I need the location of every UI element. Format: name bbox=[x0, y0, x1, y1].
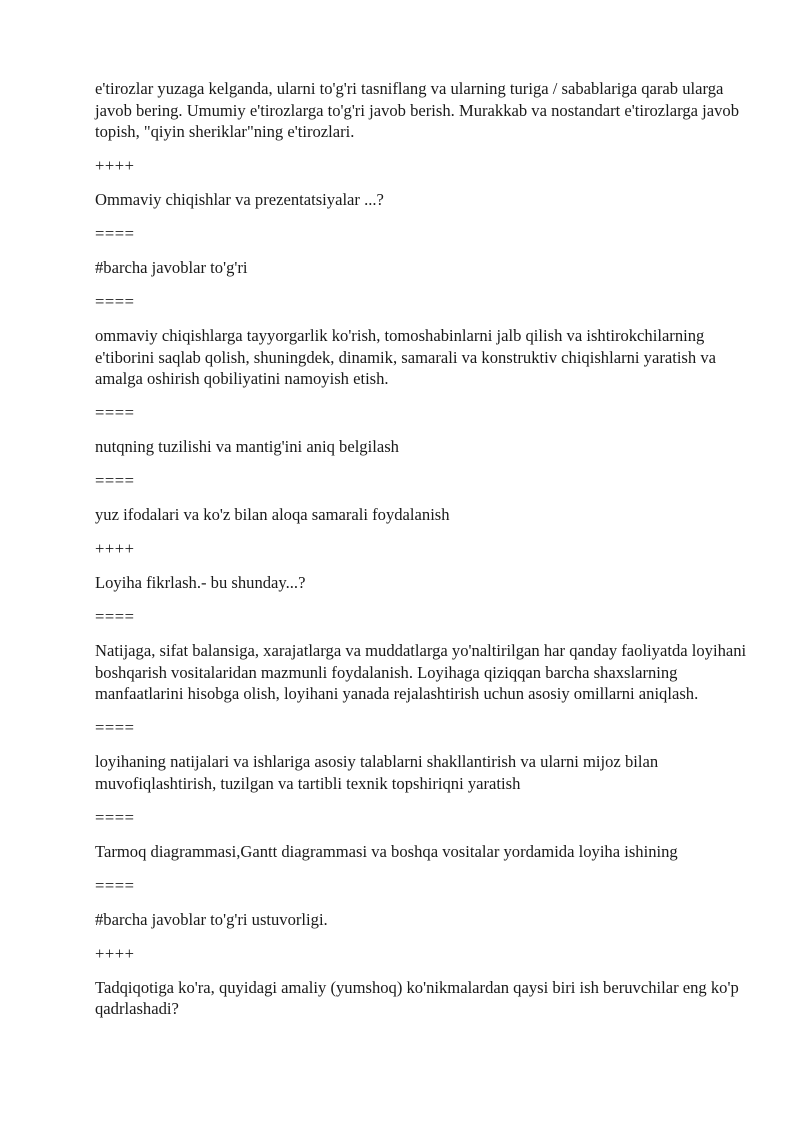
question-separator: ++++ bbox=[95, 156, 135, 175]
answer-text: #barcha javoblar to'g'ri bbox=[95, 258, 248, 277]
answer-separator: ==== bbox=[95, 403, 135, 422]
answer-text: #barcha javoblar to'g'ri ustuvorligi. bbox=[95, 909, 328, 929]
answer-text: loyihaning natijalari va ishlariga asosiy talablarni shakllantirish va ularni mijoz bilan muvofiqlashtirish, tuzilgan va tartibli texnik topshiriqni yaratish bbox=[95, 752, 659, 793]
answer-text: Natijaga, sifat balansiga, xarajatlarga va muddatlarga yo'naltirilgan har qanday faoliyatda loyihani boshqarish vositalaridan mazmunli foydalanish. Loyihaga qiziqqan barcha shaxslarning manfaatlarini hisobga olish, loyihani yanada rejalashtirish uchun asosiy omillarni aniqlash. bbox=[95, 641, 747, 703]
answer-text: ommaviy chiqishlarga tayyorgarlik ko'rish, tomoshabinlarni jalb qilish va ishtirokchilarning e'tiborini saqlab qolish, shuningdek, dinamik, samarali va konstruktiv chiqishlarni yaratish va amalga oshirish qobiliyatini namoyish etish. bbox=[95, 326, 716, 388]
question-text: Loyiha fikrlash.- bu shunday...? bbox=[95, 573, 306, 592]
answer-text: Tarmoq diagrammasi,Gantt diagrammasi va boshqa vositalar yordamida loyiha ishining bbox=[95, 841, 678, 861]
answer-separator: ==== bbox=[95, 875, 135, 895]
answer-separator: ==== bbox=[95, 224, 135, 243]
answer-separator: ==== bbox=[95, 471, 135, 490]
answer-separator: ==== bbox=[95, 807, 135, 827]
answer-text: e'tirozlar yuzaga kelganda, ularni to'g'ri tasniflang va ularning turiga / sabablariga qarab ularga javob bering. Umumiy e'tirozlarga to'g'ri javob berish. Murakkab va nostandart e'tirozlarga javob topish, "qiyin sheriklar"ning e'tirozlari. bbox=[95, 79, 740, 141]
question-separator: ++++ bbox=[95, 539, 135, 558]
question-text: Ommaviy chiqishlar va prezentatsiyalar ...? bbox=[95, 190, 384, 209]
answer-text: nutqning tuzilishi va mantig'ini aniq belgilash bbox=[95, 437, 399, 456]
answer-text: yuz ifodalari va ko'z bilan aloqa samarali foydalanish bbox=[95, 505, 450, 524]
answer-separator: ==== bbox=[95, 718, 135, 737]
question-text: Tadqiqotiga ko'ra, quyidagi amaliy (yumshoq) ko'nikmalardan qaysi biri ish beruvchilar eng ko'p qadrlashadi? bbox=[95, 977, 739, 1018]
document-body bbox=[95, 78, 755, 1032]
answer-separator: ==== bbox=[95, 607, 135, 626]
question-separator: ++++ bbox=[95, 943, 135, 963]
answer-separator: ==== bbox=[95, 292, 135, 311]
